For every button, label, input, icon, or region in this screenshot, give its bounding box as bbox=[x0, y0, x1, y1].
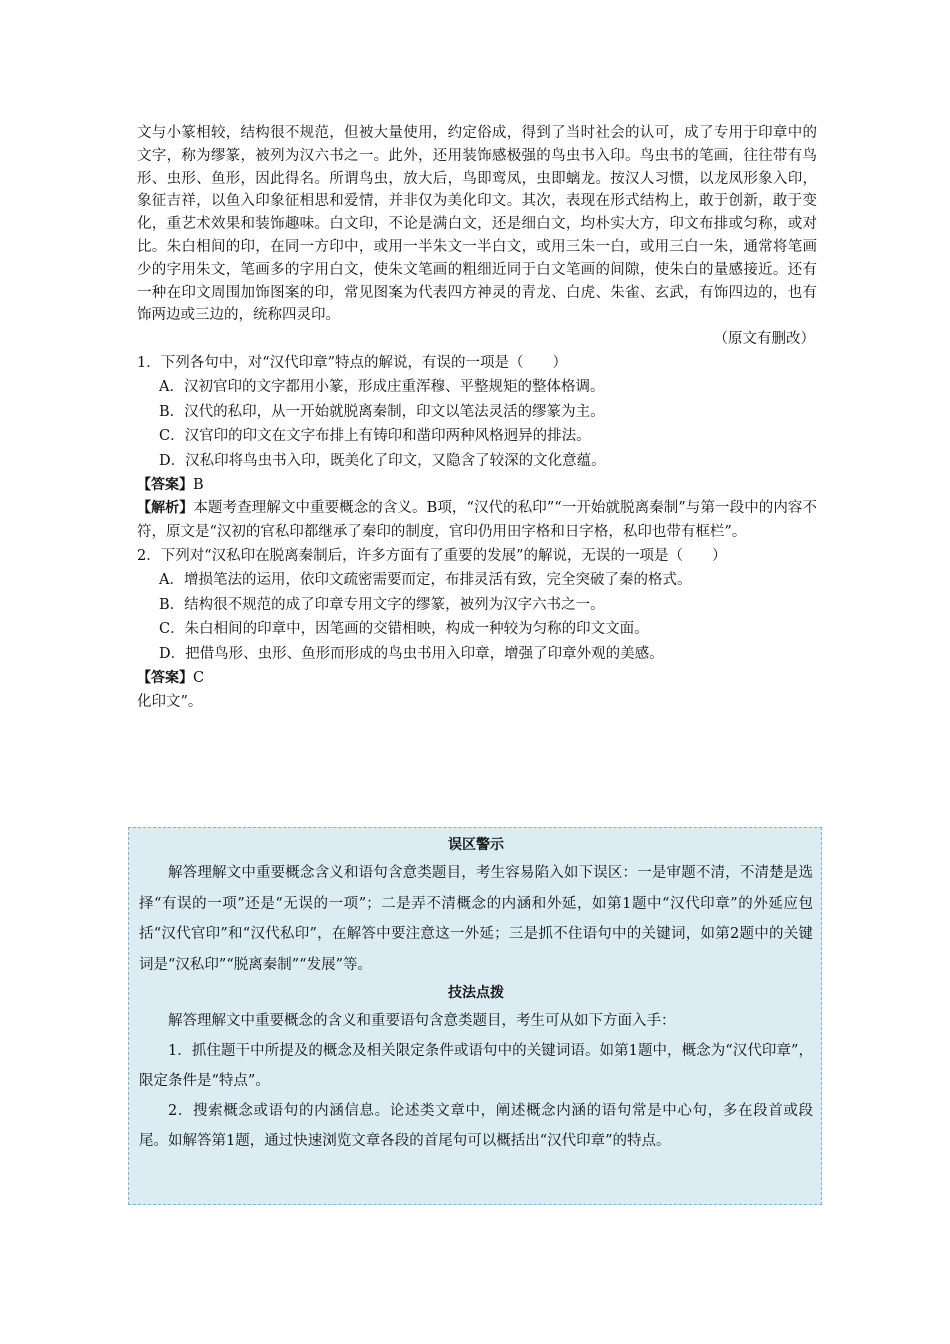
technique-step-1: 1．抓住题干中所提及的概念及相关限定条件或语句中的关键词语。如第1题中，概念为“汉代印章”，限定条件是“特点”。 bbox=[139, 1043, 813, 1089]
analysis-tag: 【解析】 bbox=[137, 500, 194, 517]
question-2-answer bbox=[137, 666, 817, 690]
pitfall-warning-title: 误区警示 bbox=[448, 837, 504, 853]
question-2 bbox=[137, 544, 817, 714]
pitfall-warning-text: 解答理解文中重要概念含义和语句含意类题目，考生容易陷入如下误区：一是审题不清，不清楚是选择“有误的一项”还是“无误的一项”；二是弄不清概念的内涵和外延，如第1题中“汉代印章”的外延应包括“汉代官印”和“汉代私印”，在解答中要注意这一外延；三是抓不住语句中的关键词，如第2题中的关键词是“汉私印”“脱离秦制”“发展”等。 bbox=[139, 865, 813, 973]
question-1-option-c: C．汉官印的印文在文字布排上有铸印和凿印两种风格迥异的排法。 bbox=[159, 428, 591, 445]
analysis-text: 本题考查理解文中重要概念的含义。B项，“汉代的私印”“一开始就脱离秦制”与第一段中的内容不符，原文是“汉初的官私印都继承了秦印的制度，官印仍用田字格和日字格，私印也带有框栏”。 bbox=[137, 500, 818, 540]
technique-intro: 解答理解文中重要概念的含义和重要语句含意类题目，考生可从如下方面入手： bbox=[168, 1013, 676, 1029]
question-2-stem: 2．下列对“汉私印在脱离秦制后，许多方面有了重要的发展”的解说，无误的一项是（ ） bbox=[137, 548, 727, 565]
question-2-option-d: D．把借鸟形、虫形、鱼形而形成的鸟虫书用入印章，增强了印章外观的美感。 bbox=[159, 645, 664, 662]
question-1 bbox=[137, 351, 817, 544]
question-2-option-c: C．朱白相间的印章中，因笔画的交错相映，构成一种较为匀称的印文文面。 bbox=[159, 621, 649, 638]
tips-box bbox=[128, 827, 822, 1205]
technique-tips-title: 技法点拨 bbox=[448, 985, 504, 1001]
technique-step-2: 2．搜索概念或语句的内涵信息。论述类文章中，阐述概念内涵的语句常是中心句，多在段首或段尾。如解答第1题，通过快速浏览文章各段的首尾句可以概括出“汉代印章”的特点。 bbox=[139, 1103, 813, 1149]
question-2-trailing-text: 化印文”。 bbox=[137, 694, 203, 711]
question-2-option-b: B．结构很不规范的成了印章专用文字的缪篆，被列为汉字六书之一。 bbox=[159, 596, 605, 613]
answer-value: B bbox=[193, 477, 204, 494]
question-1-option-b: B．汉代的私印，从一开始就脱离秦制，印文以笔法灵活的缪篆为主。 bbox=[159, 403, 605, 420]
answer-value: C bbox=[193, 670, 205, 687]
question-2-option-a: A．增损笔法的运用，依印文疏密需要而定，布排灵活有致，完全突破了秦的格式。 bbox=[159, 572, 692, 589]
answer-tag: 【答案】 bbox=[137, 670, 193, 687]
source-note: （原文有删改） bbox=[713, 331, 815, 348]
question-1-answer bbox=[137, 473, 817, 497]
question-1-option-a: A．汉初官印的文字都用小篆，形成庄重浑穆、平整规矩的整体格调。 bbox=[159, 379, 605, 396]
document-body bbox=[137, 122, 817, 714]
answer-tag: 【答案】 bbox=[137, 477, 193, 494]
question-1-analysis bbox=[137, 497, 817, 544]
question-1-stem: 1．下列各句中，对“汉代印章”特点的解说，有误的一项是（ ） bbox=[137, 355, 568, 372]
question-1-option-d: D．汉私印将鸟虫书入印，既美化了印文，又隐含了较深的文化意蕴。 bbox=[159, 452, 606, 469]
passage-text: 文与小篆相较，结构很不规范，但被大量使用，约定俗成，得到了当时社会的认可，成了专用于印章中的文字，称为缪篆，被列为汉六书之一。此外，还用装饰感极强的鸟虫书入印。鸟虫书的笔画，往往带有鸟形、虫形、鱼形，因此得名。所谓鸟虫，放大后，鸟即鸾凤，虫即螭龙。按汉人习惯，以龙凤形象入印，象征吉祥，以鱼入印象征相思和爱情，并非仅为美化印文。其次，表现在形式结构上，敢于创新，敢于变化，重艺术效果和装饰趣味。白文印，不论是满白文，还是细白文，均朴实大方，印文布排或匀称，或对比。朱白相间的印，在同一方印中，或用一半朱文一半白文，或用三朱一白，或用三白一朱，通常将笔画少的字用朱文，笔画多的字用白文，使朱文笔画的粗细近同于白文笔画的间隙，使朱白的量感接近。还有一种在印文周围加饰图案的印，常见图案为代表四方神灵的青龙、白虎、朱雀、玄武，有饰四边的，也有饰两边或三边的，统称四灵印。 bbox=[137, 125, 817, 324]
